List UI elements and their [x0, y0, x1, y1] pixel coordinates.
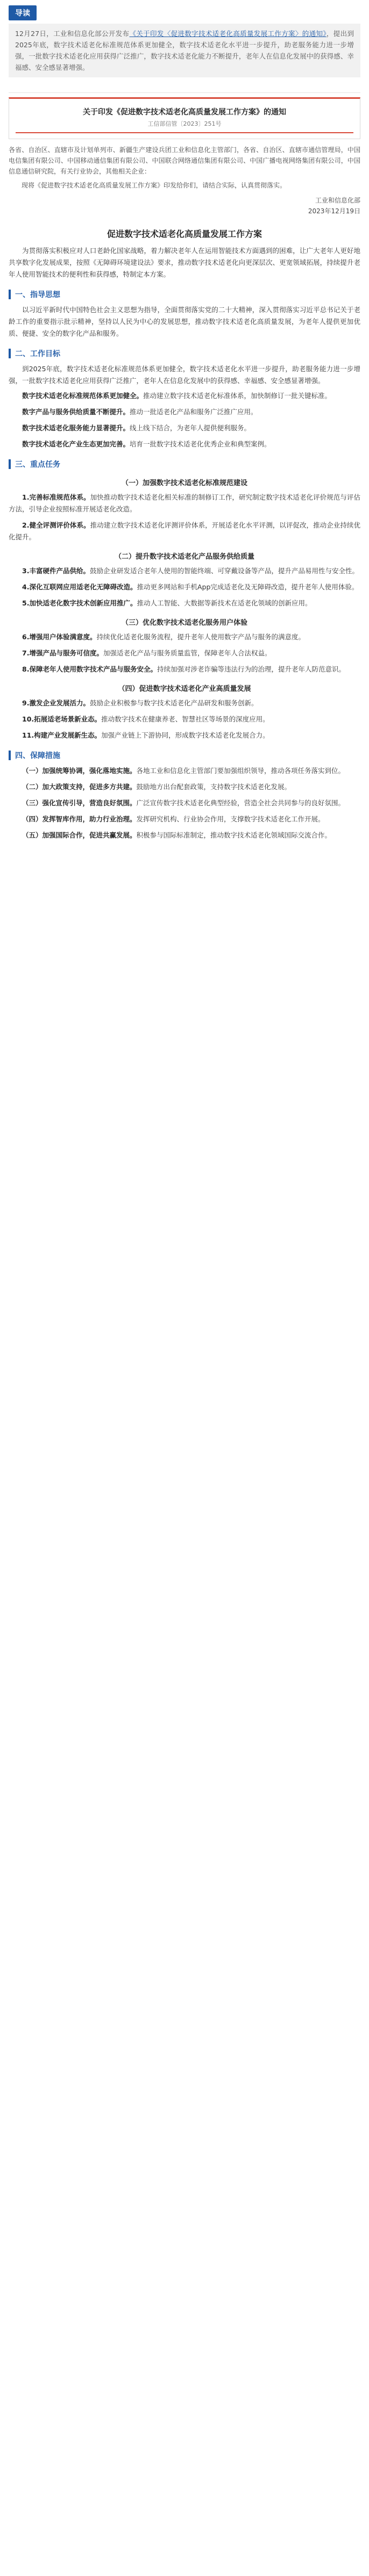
list-item [9, 647, 360, 659]
lead-text-before: 12月27日，工业和信息化部公开发布 [15, 30, 130, 38]
notice-title: 关于印发《促进数字技术适老化高质量发展工作方案》的通知 [83, 108, 286, 117]
item-text: 持续优化适老化服务流程，提升老年人使用数字产品与服务的满意度。 [96, 633, 305, 641]
section-label: 二、工作目标 [15, 350, 60, 358]
section-label: 三、重点任务 [15, 460, 60, 469]
list-item [9, 438, 360, 450]
list-item [9, 422, 360, 434]
subsection-heading: （二）提升数字技术适老化产品服务供给质量 [114, 553, 254, 561]
notice-signer: 工业和信息化部 [315, 197, 360, 204]
list-item [9, 492, 360, 515]
item-text: 推动更多网站和手机App完成适老化及无障碍改造，提升老年人使用体验。 [137, 583, 359, 591]
section-bar [9, 751, 11, 760]
section-bar [9, 290, 11, 299]
section-label: 一、指导思想 [15, 291, 60, 299]
lead-summary [9, 24, 360, 77]
item-heading: （一）加强统筹协调，强化落地实施。 [22, 767, 137, 775]
list-item [9, 813, 360, 825]
section-heading [9, 289, 360, 300]
section-paragraph: 到2025年底，数字技术适老化标准规范体系更加健全，数字技术适老化水平进一步提升，助老服务能力进一步增强，一批数字技术适老化应用获得广泛推广，老年人在信息化发展中的获得感、幸福感、安全感显著增强。 [9, 365, 360, 385]
red-divider [16, 132, 353, 133]
notice-doc-number: 工信部信管〔2023〕251号 [147, 120, 222, 127]
item-text: 持续加强对涉老诈骗等违法行为的治理，提升老年人防范意识。 [157, 665, 345, 673]
list-item [9, 730, 360, 741]
item-heading: 5.加快适老化数字技术创新应用推广。 [22, 599, 137, 607]
item-text: 推动建立数字技术适老化评测评价体系，开展适老化水平评测，以评促改，推动企业持续优化提升。 [9, 521, 360, 541]
item-heading: （四）发挥智库作用，助力行业治理。 [22, 815, 137, 823]
item-text: 加强适老化产品与服务质量监管，保障老年人合法权益。 [103, 649, 272, 657]
notice-date: 2023年12月19日 [308, 207, 360, 215]
item-text: 鼓励企业研发适合老年人使用的智能终端、可穿戴设备等产品，提升产品易用性与安全性。 [89, 567, 359, 575]
item-text: 推动数字技术在健康养老、智慧社区等场景的深度应用。 [101, 715, 269, 723]
item-text: 鼓励地方出台配套政策，支持数字技术适老化发展。 [136, 783, 292, 791]
plan-title: 促进数字技术适老化高质量发展工作方案 [107, 229, 262, 239]
list-item [9, 565, 360, 577]
lead-section [0, 0, 369, 77]
section-bar [9, 459, 11, 469]
item-heading: （三）强化宣传引导，营造良好氛围。 [22, 799, 137, 807]
item-heading: 8.保障老年人使用数字技术产品与服务安全。 [22, 665, 157, 673]
section-heading [9, 348, 360, 359]
list-item [9, 390, 360, 402]
item-heading: 4.深化互联网应用适老化无障碍改造。 [22, 583, 137, 591]
item-heading: 7.增强产品与服务可信度。 [22, 649, 103, 657]
list-item [9, 781, 360, 793]
item-heading: （五）加强国际合作，促进共赢发展。 [22, 831, 137, 839]
item-text: 推动建立数字技术适老化标准体系，加快制修订一批关键标准。 [143, 392, 332, 400]
notice-recipients: 各省、自治区、直辖市及计划单列市、新疆生产建设兵团工业和信息化主管部门，各省、自治区、直辖市通信管理局，中国电信集团有限公司、中国移动通信集团有限公司、中国联合网络通信集团有限公司、中国广播电视网络集团有限公司，中国信息通信研究院，有关行业协会，其他相关企业： [9, 146, 360, 175]
list-item [9, 663, 360, 675]
item-heading: 1.完善标准规范体系。 [22, 493, 90, 501]
list-item [9, 581, 360, 593]
item-heading: （二）加大政策支持，促进多方共建。 [22, 783, 137, 791]
item-heading: 3.丰富硬件产品供给。 [22, 567, 90, 575]
list-item [9, 406, 360, 418]
article-page [0, 0, 369, 867]
item-text: 各地工业和信息化主管部门要加强组织领导，推动各项任务落实到位。 [136, 767, 345, 775]
list-item [9, 597, 360, 609]
lead-text-after: ，提出到2025年底，数字技术适老化标准规范体系更加健全，数字技术适老化水平进一步提升，助老服务能力进一步增强，一批数字技术适老化应用获得广泛推广，数字技术适老化能力不断提升，老年人在信息化发展中的获得感、幸福感、安全感显著增强。 [15, 30, 354, 71]
item-text: 推动一批适老化产品和服务广泛推广应用。 [130, 408, 258, 416]
notice-header-frame [9, 97, 360, 139]
section-heading [9, 459, 360, 470]
plan-sections [9, 289, 360, 841]
section-bar [9, 349, 11, 358]
section-paragraph: 以习近平新时代中国特色社会主义思想为指导，全面贯彻落实党的二十大精神，深入贯彻落实习近平总书记关于老龄工作的重要指示批示精神，坚持以人民为中心的发展思想，推动数字技术适老化高质量发展，为老年人提供更加优质、便捷、安全的数字化产品和服务。 [9, 306, 360, 337]
notice-body [9, 145, 360, 191]
item-heading: 11.构建产业发展新生态。 [22, 731, 102, 739]
item-heading: 数字技术适老化产业生态更加完善。 [22, 440, 130, 448]
notice-document [9, 92, 360, 217]
item-heading: 10.拓展适老场景新业态。 [22, 715, 102, 723]
item-text: 鼓励企业积极参与数字技术适老化产品研发和服务创新。 [89, 699, 258, 707]
list-item [9, 713, 360, 725]
plan-intro: 为贯彻落实积极应对人口老龄化国家战略，着力解决老年人在运用智能技术方面遇到的困难，让广大老年人更好地共享数字化发展成果，按照《无障碍环境建设法》要求，推动数字技术适老化向更深层次、更宽领域拓展，持续提升老年人使用智能技术的便利性和获得感，特制定本方案。 [9, 247, 360, 278]
item-text: 线上线下结合，为老年人提供便利服务。 [130, 424, 251, 432]
item-text: 推动人工智能、大数据等新技术在适老化领域的创新应用。 [137, 599, 312, 607]
item-text: 发挥研究机构、行业协会作用，支撑数字技术适老化工作开展。 [136, 815, 325, 823]
section-heading [9, 750, 360, 761]
item-heading: 数字产品与服务供给质量不断提升。 [22, 408, 130, 416]
item-heading: 数字技术适老化标准规范体系更加健全。 [22, 392, 144, 400]
subsection-heading: （四）促进数字技术适老化产业高质量发展 [118, 685, 251, 693]
notice-signature [9, 195, 360, 217]
list-item [9, 765, 360, 777]
subsection-heading: （三）优化数字技术适老化服务用户体验 [121, 619, 247, 627]
subsection-heading: （一）加强数字技术适老化标准规范建设 [121, 479, 247, 487]
item-text: 加快推动数字技术适老化相关标准的制修订工作，研究制定数字技术适老化评价规范与评估方法，引导企业按照标准开展适老化改造。 [9, 493, 360, 513]
item-text: 培育一批数字技术适老化优秀企业和典型案例。 [130, 440, 271, 448]
item-text: 加强产业链上下游协同，形成数字技术适老化发展合力。 [101, 731, 269, 739]
list-item [9, 829, 360, 841]
work-plan [9, 227, 360, 841]
section-label: 四、保障措施 [15, 752, 60, 760]
notice-paragraph: 现将《促进数字技术适老化高质量发展工作方案》印发给你们，请结合实际，认真贯彻落实。 [22, 182, 287, 189]
item-heading: 数字技术适老化服务能力显著提升。 [22, 424, 130, 432]
item-heading: 6.增强用户体验满意度。 [22, 633, 97, 641]
list-item [9, 697, 360, 709]
list-item [9, 631, 360, 643]
lead-tag: 导读 [9, 5, 37, 20]
item-text: 积极参与国际标准制定，推动数字技术适老化领域国际交流合作。 [136, 831, 332, 839]
list-item [9, 519, 360, 543]
item-heading: 9.激发企业发展活力。 [22, 699, 90, 707]
lead-notice-link[interactable]: 《关于印发〈促进数字技术适老化高质量发展工作方案〉的通知》 [129, 30, 327, 38]
item-heading: 2.健全评测评价体系。 [22, 521, 90, 529]
list-item [9, 797, 360, 809]
item-text: 广泛宣传数字技术适老化典型经验，营造全社会共同参与的良好氛围。 [136, 799, 345, 807]
footer-space [0, 846, 369, 867]
